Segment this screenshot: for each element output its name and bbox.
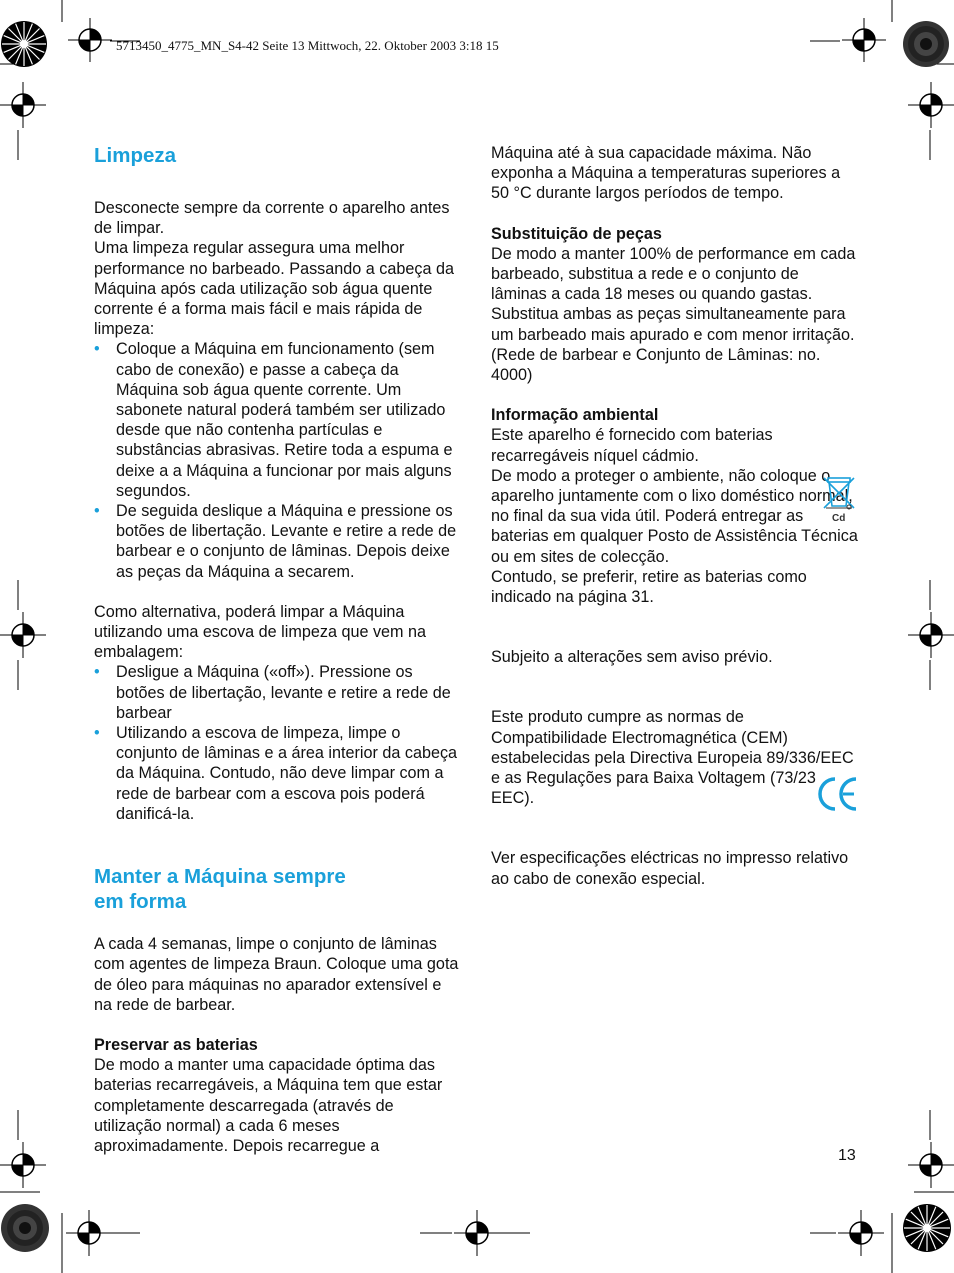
list-item: • Desligue a Máquina («off»). Pressione os botões de libertação, levante e retire a rede de barbear [94,662,460,723]
heading-line: Manter a Máquina sempre [94,865,346,889]
heading-line: em forma [94,890,187,914]
paragraph: Este produto cumpre as normas de Compatibilidade Electromagnética (CEM) estabelecidas pela Directiva Europeia 89/336/EEC e as Regulações para Baixa Voltagem (73/23 EEC). [491,708,854,808]
paragraph: Subjeito a alterações sem aviso prévio. [491,648,773,667]
list-item: • Utilizando a escova de limpeza, limpe o conjunto de lâminas e a área interior da cabeça da Máquina. Contudo, não deve limpar com a rede de barbear com a escova pois poderá danificá-la. [94,723,460,824]
paragraph: Máquina até à sua capacidade máxima. Não exponha a Máquina a temperaturas superiores a 50 °C durante largos períodos de tempo. [491,144,841,203]
paragraph: Como alternativa, poderá limpar a Máquina utilizando uma escova de limpeza que vem na embalagem: [94,602,427,662]
paragraph: Uma limpeza regular assegura uma melhor performance no barbeado. Passando a cabeça da Máquina após cada utilização sob água quente corrente é a forma mais fácil e mais rápida de limpeza: [94,239,454,339]
bullet-list [94,662,460,824]
weee-label: Cd [832,513,846,524]
paragraph: De modo a manter 100% de performance em cada barbeado, substitua a rede e o conjunto de lâminas a cada 18 meses ou quando gastas. Substitua ambas as peças simultaneamente para um barbeado mais apurado e com menor irritação. [491,244,856,344]
page-number: 13 [838,1147,856,1164]
paragraph: A cada 4 semanas, limpe o conjunto de lâminas com agentes de limpeza Braun. Coloque uma gota de óleo para máquinas no aparador extensível e na rede de barbear. [94,935,459,1014]
list-item: • De seguida deslique a Máquina e pressione os botões de libertação. Levante e retire a rede de barbear e o conjunto de lâminas. Depois deixe as peças da Máquina a secarem. [94,501,460,582]
paragraph: De modo a proteger o ambiente, não coloque o aparelho juntamente com o lixo doméstico normal, no final da sua vida útil. Poderá entregar as baterias em qualquer Posto de Assistência Técnica ou em sites de colecção. [491,466,858,566]
subheading-ambiental: Informação ambiental [491,406,659,425]
bullet-list [94,339,460,581]
right-column [491,143,859,889]
color-wheel-icon [902,1203,952,1253]
paragraph: Este aparelho é fornecido com baterias recarregáveis níquel cádmio. [491,426,773,465]
color-wheel-icon [0,1203,50,1253]
heading-limpeza: Limpeza [94,144,177,167]
crossed-bin-icon [820,470,858,524]
print-header: 5713450_4775_MN_S4-42 Seite 13 Mittwoch, 22. Oktober 2003 3:18 15 [116,38,499,53]
heading-manter [94,864,460,914]
paragraph: Ver especificações eléctricas no impresso relativo ao cabo de conexão especial. [491,849,849,888]
paragraph: (Rede de barbear e Conjunto de Lâminas: no. 4000) [491,345,821,385]
ce-mark-icon [816,775,860,813]
color-wheel-icon [0,20,48,68]
subheading-preservar: Preservar as baterias [94,1035,258,1054]
color-wheel-icon [902,20,950,68]
paragraph: Desconecte sempre da corrente o aparelho antes de limpar. [94,199,450,238]
paragraph: Contudo, se preferir, retire as baterias como indicado na página 31. [491,567,807,607]
subheading-substituicao: Substituição de peças [491,224,662,243]
paragraph: De modo a manter uma capacidade óptima das baterias recarregáveis, a Máquina tem que estar completamente descarregada (através de utilização normal) a cada 6 meses aproximadamente. Depois recarregue a [94,1056,443,1155]
left-column [94,143,460,1156]
list-item: • Coloque a Máquina em funcionamento (sem cabo de conexão) e passe a cabeça da Máquina sob água quente corrente. Um sabonete natural poderá também ser utilizado desde que não contenha partículas e substâncias abrasivas. Retire toda a espuma e deixe a a Máquina a funcionar por mais alguns segundos. [94,339,460,501]
